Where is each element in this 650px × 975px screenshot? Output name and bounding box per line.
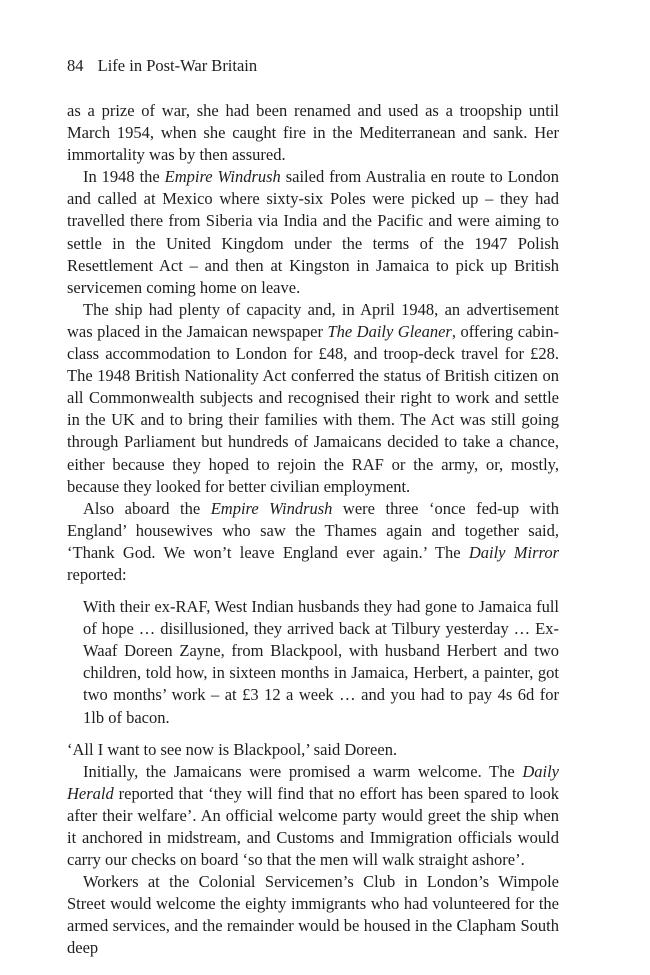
paragraph-4-text-b: were three ‘once fed-up with England’ housewives who saw the Thames again and together said, ‘Thank God. We won’t leave England ever again.’ The: [67, 498, 559, 562]
paragraph-5: ‘All I want to see now is Blackpool,’ said Doreen.: [67, 739, 398, 759]
paragraph-4: [67, 498, 559, 586]
running-title: Life in Post-War Britain: [97, 56, 258, 75]
newspaper-name: Daily Mirror: [468, 542, 560, 562]
paragraph-3: [67, 299, 559, 498]
paragraph-2: [67, 166, 559, 299]
paragraph-6-text-a: Initially, the Jamaicans were promised a warm welcome. The: [83, 761, 523, 781]
paragraph-2-text-a: In 1948 the: [83, 167, 165, 187]
ship-name: Empire Windrush: [210, 498, 333, 518]
paragraph-7: Workers at the Colonial Servicemen’s Club in London’s Wimpole Street would welcome the eighty immigrants who had volunteered for the armed services, and the remainder would be housed in the Clapham South deep: [67, 872, 559, 958]
paragraph-6-text-b: reported that ‘they will find that no effort has been spared to look after their welfare’. An official welcome party would greet the ship when it anchored in midstream, and Customs and Immigration officials would carry our checks on board ‘so that the men will walk straight ashore’.: [67, 783, 559, 870]
newspaper-name: Daily Herald: [67, 761, 559, 803]
paragraph-4-text-a: Also aboard the: [83, 498, 211, 518]
paragraph-1: as a prize of war, she had been renamed and used as a troopship until March 1954, when she caught fire in the Mediterranean and sank. Her immortality was by then assured.: [67, 101, 559, 165]
paragraph-3-text-a: The ship had plenty of capacity and, in April 1948, an advertisement was placed in the Jamaican newspaper: [67, 299, 559, 341]
newspaper-name: The Daily Gleaner: [327, 321, 452, 341]
block-quote: [83, 596, 559, 729]
ship-name: Empire Windrush: [164, 167, 281, 187]
running-head: [67, 55, 257, 77]
paragraph-4-text-c: reported:: [67, 564, 127, 584]
paragraph-3-text-b: , offering cabin-class accommodation to London for £48, and troop-deck travel for £28. The 1948 British Nationality Act conferred the status of British citizen on all Commonwealth subjects and recognised their right to work and settle in the UK and to bring their families with them. The Act was still going through Parliament but hundreds of Jamaicans decided to take a chance, either because they hoped to rejoin the RAF or the army, or, mostly, because they looked for better civilian employment.: [67, 321, 559, 496]
paragraph-6: [67, 761, 559, 871]
paragraph-2-text-b: sailed from Australia en route to London and called at Mexico where sixty-six Poles were picked up – they had travelled there from Siberia via India and the Pacific and were aiming to settle in the United Kingdom under the terms of the 1947 Polish Resettlement Act – and then at Kingston in Jamaica to pick up British servicemen coming home on leave.: [67, 167, 559, 297]
block-quote-text: With their ex-RAF, West Indian husbands they had gone to Jamaica full of hope … disillusioned, they arrived back at Tilbury yesterday … Ex-Waaf Doreen Zayne, from Blackpool, with husband Herbert and two children, told how, in sixteen months in Jamaica, Herbert, a painter, got two months’ work – at £3 12 a week … and you had to pay 4s 6d for 1lb of bacon.: [83, 597, 559, 727]
page-number: 84: [67, 56, 84, 75]
body-text: [67, 100, 559, 960]
